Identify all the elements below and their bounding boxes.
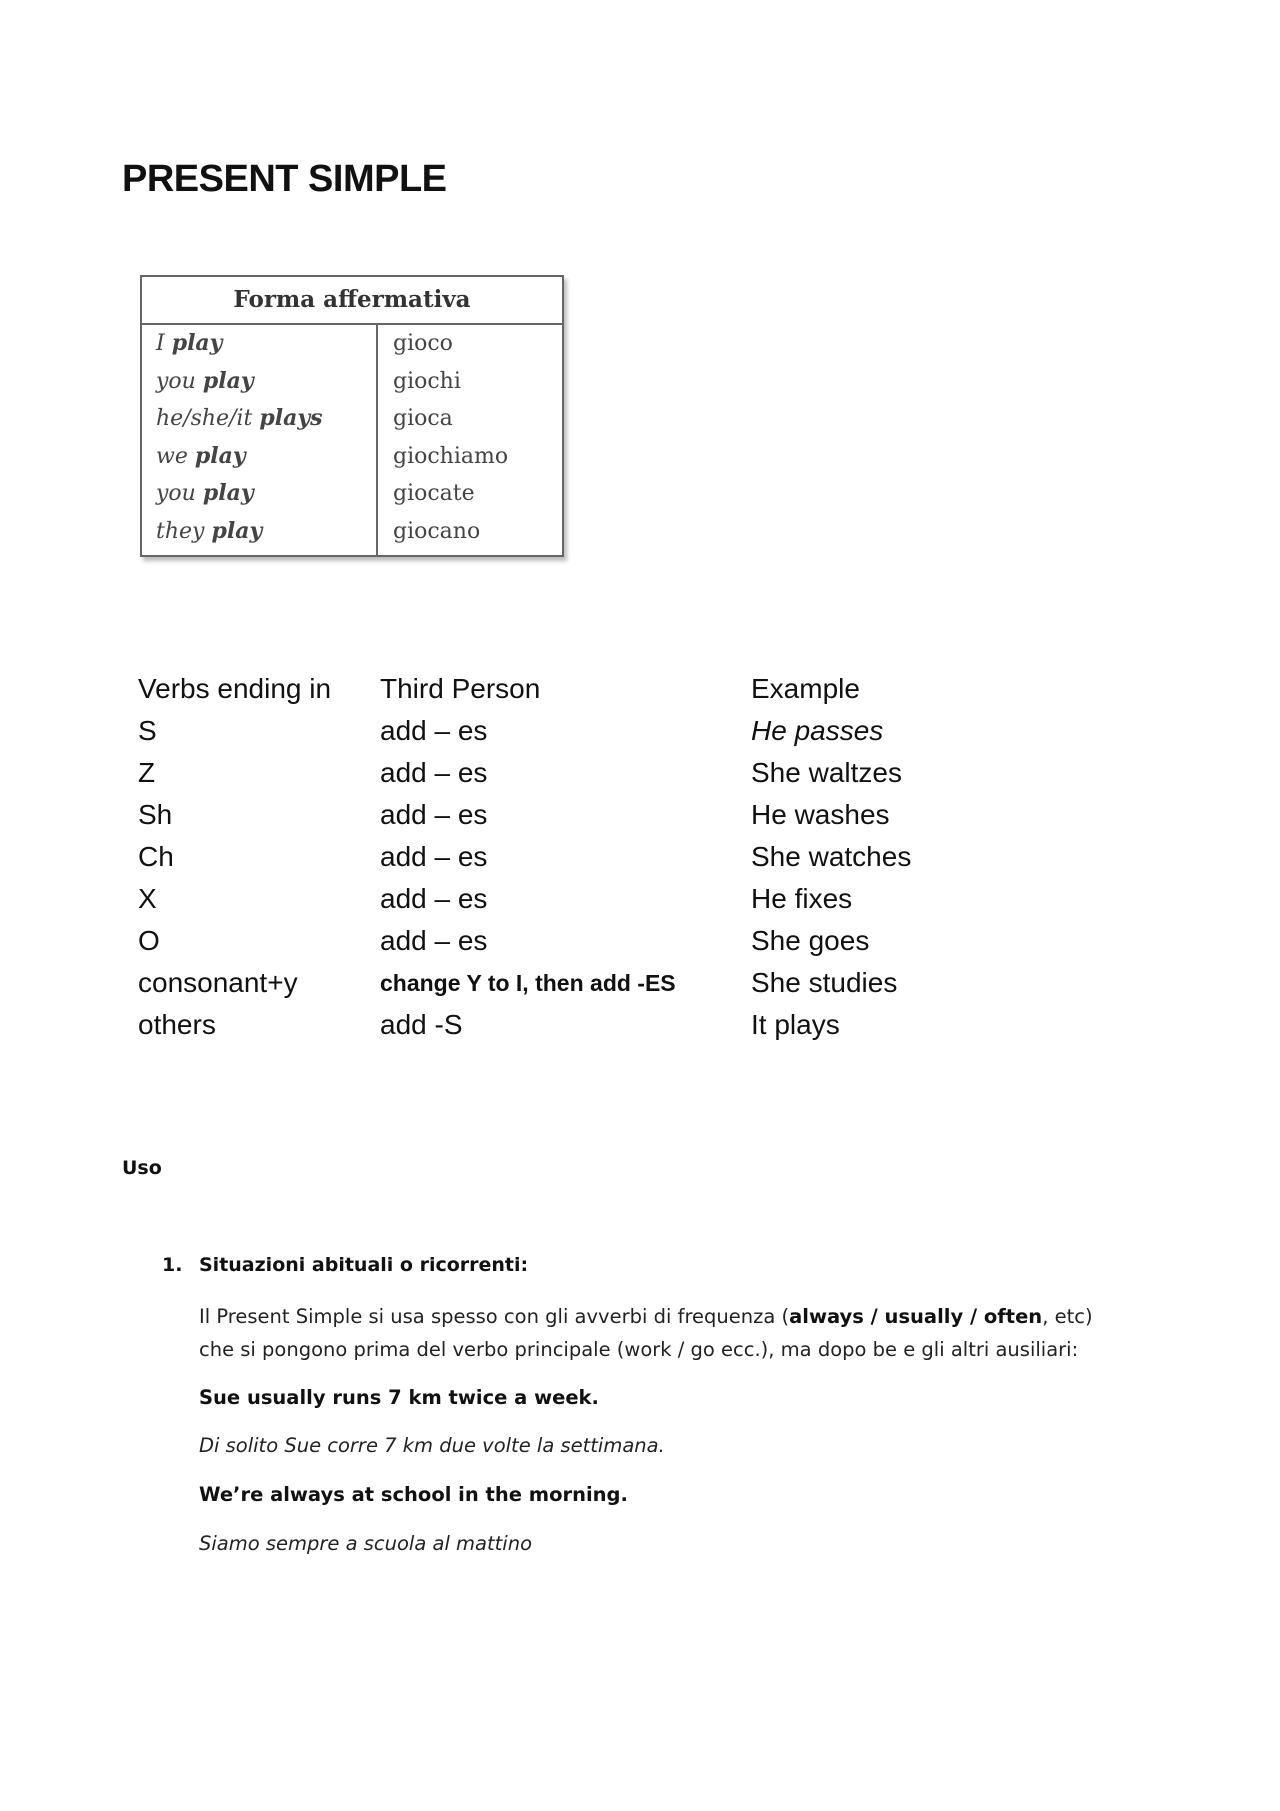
table-row bbox=[138, 1004, 911, 1046]
paragraph-text: , etc) che si pongono prima del verbo principale (work / go ecc.), ma dopo be e gli altri ausiliari: bbox=[199, 1305, 1093, 1361]
table-row bbox=[138, 794, 911, 836]
ending-cell: S bbox=[138, 715, 157, 746]
pronoun: he/she/it bbox=[156, 406, 260, 431]
affirmative-form-table bbox=[140, 275, 564, 557]
affirmative-row bbox=[142, 363, 376, 401]
pronoun: we bbox=[156, 443, 195, 469]
verb: play bbox=[171, 330, 223, 356]
ending-cell: O bbox=[138, 925, 160, 956]
example-cell: He washes bbox=[751, 799, 890, 830]
pronoun: I bbox=[156, 331, 172, 356]
example-cell: It plays bbox=[751, 1009, 840, 1040]
rule-cell: add – es bbox=[380, 757, 488, 788]
pronoun: you bbox=[156, 481, 203, 506]
example-cell: He passes bbox=[751, 715, 884, 746]
pronoun: they bbox=[156, 518, 212, 544]
translation: gioca bbox=[393, 406, 453, 431]
verb-endings-table bbox=[138, 668, 911, 1046]
example-italian: Siamo sempre a scuola al mattino bbox=[199, 1532, 533, 1555]
translation: giochiamo bbox=[393, 443, 509, 469]
affirmative-row bbox=[142, 438, 376, 476]
column-header: Third Person bbox=[380, 673, 541, 704]
affirmative-heading: Forma affermativa bbox=[142, 277, 562, 325]
list-item-title: Situazioni abituali o ricorrenti: bbox=[199, 1254, 529, 1276]
example-cell: She goes bbox=[751, 925, 870, 956]
affirmative-row bbox=[142, 400, 376, 438]
ending-cell: Z bbox=[138, 757, 156, 788]
column-header: Example bbox=[751, 673, 860, 704]
rule-cell: add – es bbox=[380, 925, 488, 956]
table-header-row bbox=[138, 668, 911, 710]
table-row bbox=[138, 710, 911, 752]
translation: giochi bbox=[393, 368, 461, 394]
example-cell: He fixes bbox=[751, 883, 853, 914]
translation: gioco bbox=[393, 331, 453, 356]
usage-paragraph bbox=[199, 1300, 1129, 1366]
rule-cell: change Y to I, then add -ES bbox=[380, 970, 676, 996]
rule-cell: add – es bbox=[380, 841, 488, 872]
example-english: We’re always at school in the morning. bbox=[199, 1483, 628, 1506]
example-cell: She studies bbox=[751, 967, 898, 998]
affirmative-italian-column bbox=[380, 325, 562, 557]
translation: giocano bbox=[393, 518, 481, 544]
rule-cell: add – es bbox=[380, 883, 488, 914]
table-row bbox=[138, 752, 911, 794]
rule-cell: add – es bbox=[380, 715, 488, 746]
table-row bbox=[138, 836, 911, 878]
verb: play bbox=[202, 367, 254, 394]
example-italian: Di solito Sue corre 7 km due volte la settimana. bbox=[199, 1434, 665, 1457]
page-title: PRESENT SIMPLE bbox=[122, 158, 447, 200]
affirmative-row bbox=[142, 325, 376, 363]
ending-cell: others bbox=[138, 1009, 216, 1040]
verb: play bbox=[202, 480, 254, 506]
paragraph-text: Il Present Simple si usa spesso con gli avverbi di frequenza ( bbox=[199, 1305, 790, 1328]
column-header: Verbs ending in bbox=[138, 673, 332, 704]
affirmative-english-column bbox=[142, 325, 378, 557]
ending-cell: Ch bbox=[138, 841, 174, 872]
table-row bbox=[138, 962, 911, 1004]
affirmative-row bbox=[142, 475, 376, 513]
verb: play bbox=[194, 442, 246, 469]
example-cell: She waltzes bbox=[751, 757, 902, 788]
verb: plays bbox=[259, 405, 323, 431]
example-english: Sue usually runs 7 km twice a week. bbox=[199, 1386, 599, 1409]
translation: giocate bbox=[393, 481, 475, 506]
section-heading-uso: Uso bbox=[122, 1157, 162, 1179]
list-item-number: 1. bbox=[162, 1254, 183, 1276]
rule-cell: add – es bbox=[380, 799, 488, 830]
table-row bbox=[138, 920, 911, 962]
verb: play bbox=[211, 517, 263, 544]
ending-cell: X bbox=[138, 883, 157, 914]
example-cell: She watches bbox=[751, 841, 912, 872]
ending-cell: consonant+y bbox=[138, 967, 298, 998]
ending-cell: Sh bbox=[138, 799, 173, 830]
table-row bbox=[138, 878, 911, 920]
rule-cell: add -S bbox=[380, 1009, 463, 1040]
frequency-adverbs: always / usually / often bbox=[789, 1305, 1043, 1328]
pronoun: you bbox=[156, 368, 203, 394]
affirmative-row bbox=[142, 513, 376, 551]
